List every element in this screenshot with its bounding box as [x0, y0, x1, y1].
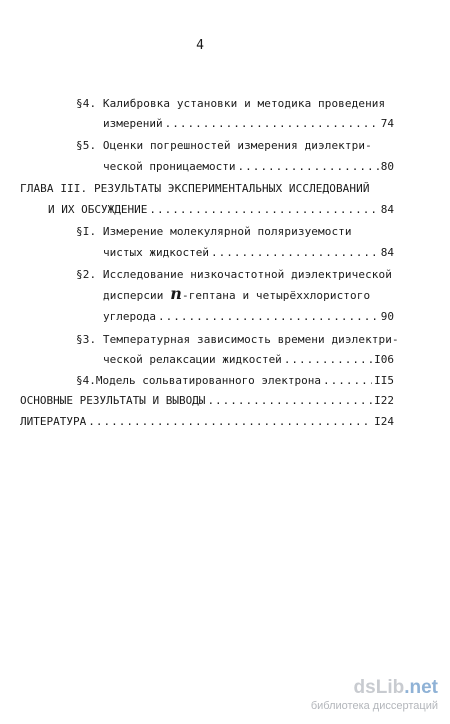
leader-dots: [165, 117, 379, 131]
leader-dots: [237, 160, 378, 174]
toc-entry-results: [20, 394, 394, 408]
toc-page-number: 84: [380, 246, 394, 259]
toc-entry-literature: [20, 415, 394, 429]
toc-page-number: 90: [380, 310, 394, 323]
toc-page-number: 84: [380, 203, 394, 216]
toc-entry-s4-line1: §4. Калибровка установки и методика проведения: [76, 97, 386, 110]
toc-entry-c3s3-line2: [103, 353, 394, 367]
toc-page-number: I22: [374, 394, 394, 407]
toc-entry-c3s2-line3: [103, 310, 394, 324]
toc-entry-text: И ИХ ОБСУЖДЕНИЕ: [48, 203, 148, 216]
toc-entry-text: ческой проницаемости: [103, 160, 236, 173]
toc-entry-text: углерода: [103, 310, 156, 323]
page-number: 4: [196, 38, 204, 53]
toc-chapter3-line1: ГЛАВА III. РЕЗУЛЬТАТЫ ЭКСПЕРИМЕНТАЛЬНЫХ ИССЛЕДОВАНИЙ: [20, 182, 370, 195]
watermark-logo: [311, 677, 438, 699]
toc-entry-s4-line2: [103, 117, 394, 131]
toc-entry-text: ЛИТЕРАТУРА: [20, 415, 87, 428]
toc-entry-s5-line2: [103, 160, 394, 174]
leader-dots: [149, 203, 378, 217]
leader-dots: [207, 394, 372, 408]
watermark-logo-right: .net: [404, 677, 438, 698]
leader-dots: [88, 415, 372, 429]
toc-entry-c3s4: [76, 374, 394, 388]
toc-entry-text: измерений: [103, 117, 163, 130]
toc-entry-c3s2-line1: §2. Исследование низкочастотной диэлектрической: [76, 268, 392, 281]
toc-entry-s5-line1: §5. Оценки погрешностей измерения диэлектри-: [76, 139, 372, 152]
toc-page-number: 80: [380, 160, 394, 173]
toc-entry-c3s3-line1: §3. Температурная зависимость времени диэлектри-: [76, 333, 399, 346]
toc-entry-c3s2-line2: [103, 284, 371, 303]
leader-dots: [158, 310, 379, 324]
watermark-subtitle: библиотека диссертаций: [310, 700, 438, 712]
toc-page-number: I06: [374, 353, 394, 366]
toc-entry-c3s1-line2: [103, 246, 394, 260]
italic-n-symbol: n: [170, 284, 182, 303]
leader-dots: [284, 353, 372, 367]
toc-page-number: 74: [380, 117, 394, 130]
toc-entry-text: ОСНОВНЫЕ РЕЗУЛЬТАТЫ И ВЫВОДЫ: [20, 394, 206, 407]
toc-page-number: II5: [374, 374, 394, 387]
toc-entry-text: дисперсии: [103, 289, 171, 302]
toc-entry-c3s1-line1: §I. Измерение молекулярной поляризуемости: [76, 225, 352, 238]
toc-entry-text: чистых жидкостей: [103, 246, 209, 259]
toc-page-number: I24: [374, 415, 394, 428]
watermark-logo-left: dsLib: [353, 677, 405, 698]
watermark: [311, 677, 438, 713]
leader-dots: [211, 246, 379, 260]
toc-entry-text: -гептана и четырёххлористого: [181, 289, 371, 302]
leader-dots: [323, 374, 372, 388]
toc-entry-text: ческой релаксации жидкостей: [103, 353, 282, 366]
toc-entry-text: §4.Модель сольватированного электрона: [76, 374, 322, 387]
toc-chapter3-line2: [48, 203, 394, 217]
